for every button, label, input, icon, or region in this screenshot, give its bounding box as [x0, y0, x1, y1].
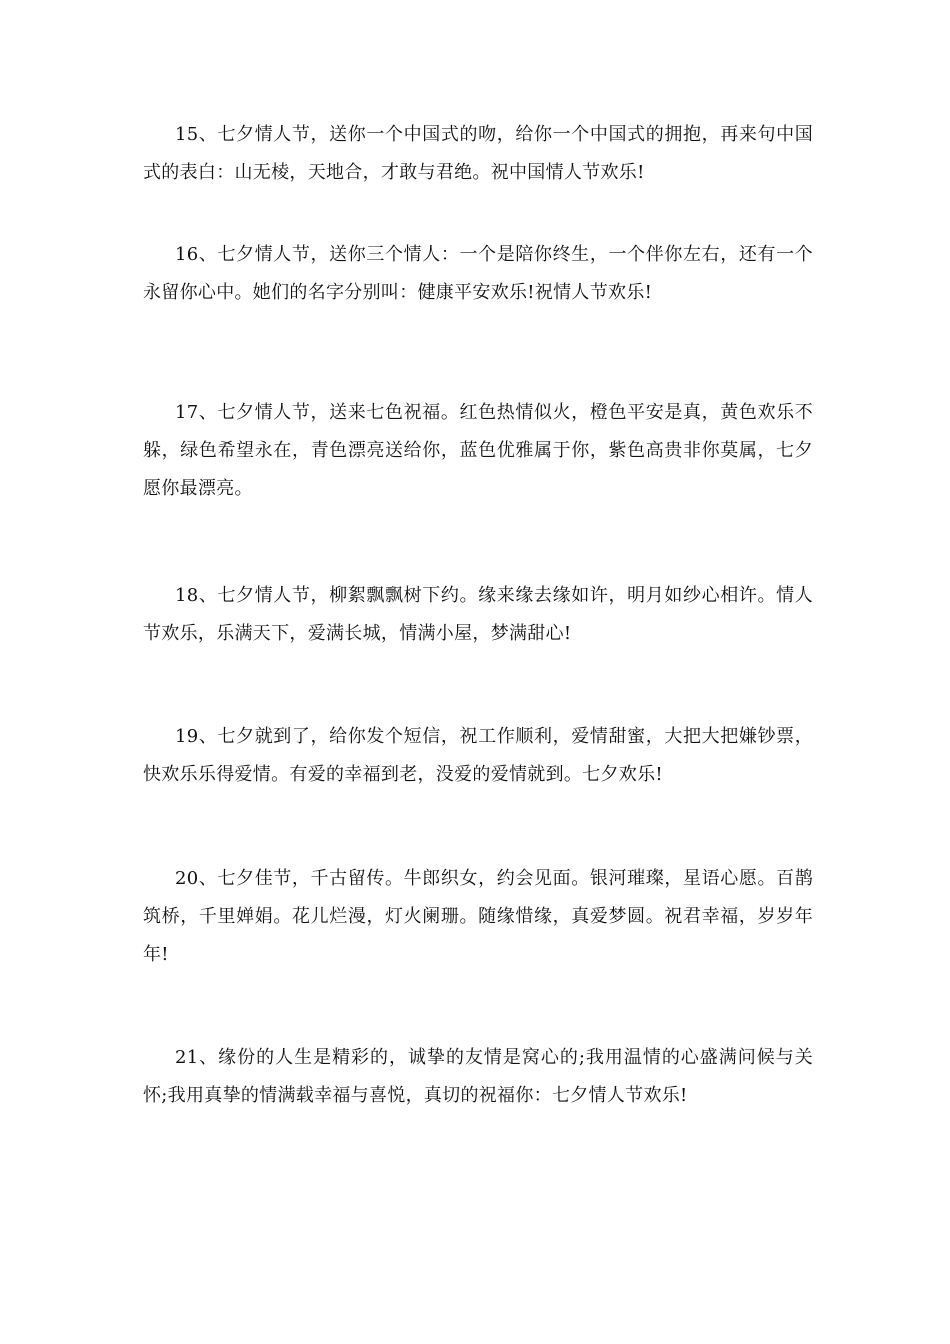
- paragraph-21: 21、缘份的人生是精彩的，诚挚的友情是窝心的;我用温情的心盛满问候与关怀;我用真挚的情满载幸福与喜悦，真切的祝福你：七夕情人节欢乐!: [143, 1047, 813, 1106]
- paragraph-17: 17、七夕情人节，送来七色祝福。红色热情似火，橙色平安是真，黄色欢乐不躲，绿色希望永在，青色漂亮送给你，蓝色优雅属于你，紫色高贵非你莫属，七夕愿你最漂亮。: [143, 402, 813, 499]
- paragraph-15: 15、七夕情人节，送你一个中国式的吻，给你一个中国式的拥抱，再来句中国式的表白：山无棱，天地合，才敢与君绝。祝中国情人节欢乐!: [143, 124, 813, 183]
- paragraph-20: 20、七夕佳节，千古留传。牛郎织女，约会见面。银河璀璨，星语心愿。百鹊筑桥，千里婵娟。花儿烂漫，灯火阑珊。随缘惜缘，真爱梦圆。祝君幸福，岁岁年年!: [143, 868, 813, 965]
- paragraph-16: 16、七夕情人节，送你三个情人：一个是陪你终生，一个伴你左右，还有一个永留你心中。她们的名字分别叫：健康平安欢乐!祝情人节欢乐!: [143, 244, 813, 303]
- paragraph-18: 18、七夕情人节，柳絮飘飘树下约。缘来缘去缘如许，明月如纱心相许。情人节欢乐，乐满天下，爱满长城，情满小屋，梦满甜心!: [143, 585, 813, 644]
- paragraph-19: 19、七夕就到了，给你发个短信，祝工作顺利，爱情甜蜜，大把大把嫌钞票，快欢乐乐得爱情。有爱的幸福到老，没爱的爱情就到。七夕欢乐!: [143, 726, 813, 785]
